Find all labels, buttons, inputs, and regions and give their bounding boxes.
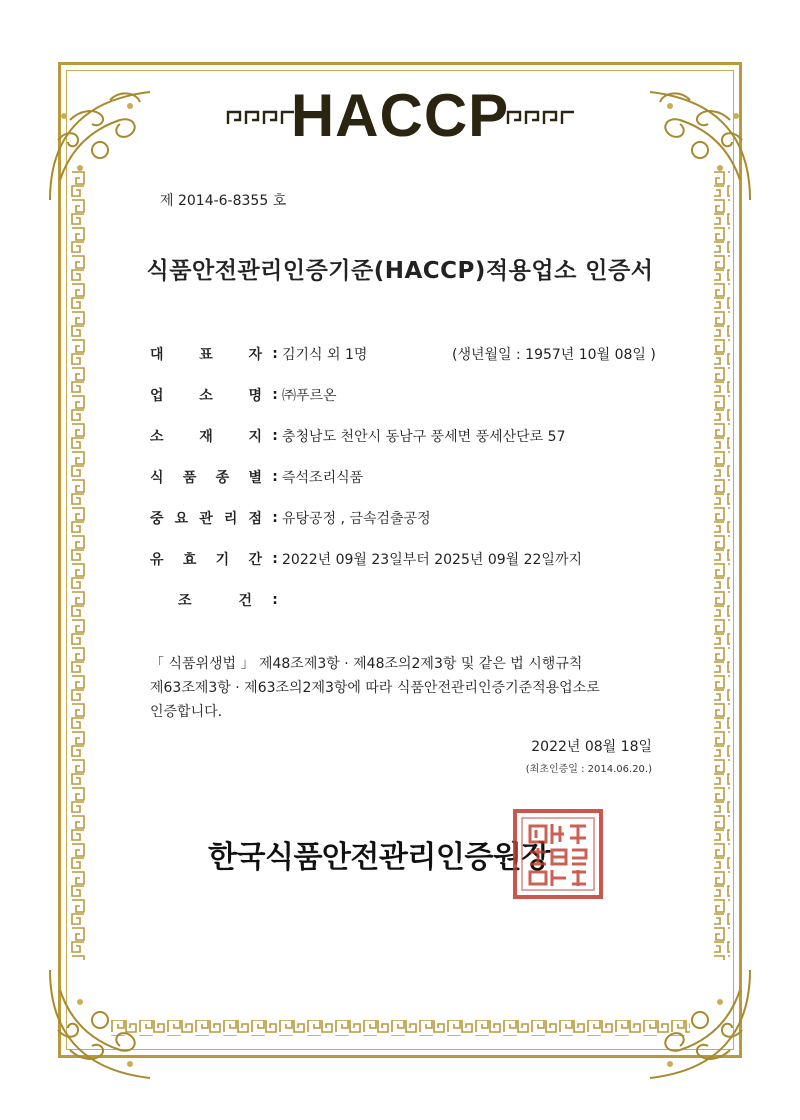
fret-ornament-icon <box>506 108 576 126</box>
field-representative <box>150 342 367 366</box>
field-address <box>150 424 566 448</box>
validity-value: 2022년 09월 23일부터 2025년 09월 22일까지 <box>282 552 583 568</box>
field-label: 소 재 지 <box>150 429 262 445</box>
haccp-logo: HACCP <box>290 82 510 149</box>
field-colon: : <box>272 428 278 444</box>
document-title: 식품안전관리인증기준(HACCP)적용업소 인증서 <box>146 258 654 284</box>
corner-ornament-icon <box>40 960 170 1090</box>
field-label: 대 표 자 <box>150 347 262 363</box>
certification-statement: 「 식품위생법 」 제48조제3항 · 제48조의2제3항 및 같은 법 시행규칙 제63조제3항 · 제63조의2제3항에 따라 식품안전관리인증기준적용업소로 인증합니다. <box>150 656 600 720</box>
field-colon: : <box>272 346 278 362</box>
birthdate: (생년월일 : 1957년 10월 08일 ) <box>452 347 656 363</box>
field-validity <box>150 547 582 571</box>
issuer-name: 한국식품안전관리인증원장 <box>208 840 550 875</box>
business-name-value: ㈜푸르온 <box>282 388 337 404</box>
food-type-value: 즉석조리식품 <box>282 470 364 486</box>
field-business-name <box>150 383 337 407</box>
representative-value: 김기식 외 1명 <box>282 347 368 363</box>
field-colon: : <box>272 592 278 608</box>
field-colon: : <box>272 387 278 403</box>
field-food-type <box>150 465 363 489</box>
issue-date: 2022년 08월 18일 <box>531 739 652 755</box>
field-conditions <box>150 588 282 612</box>
field-colon: : <box>272 551 278 567</box>
field-colon: : <box>272 510 278 526</box>
greek-key-bottom <box>110 1018 690 1038</box>
field-label: 중 요 관 리 점 <box>150 511 262 527</box>
field-colon: : <box>272 469 278 485</box>
field-label: 유 효 기 간 <box>150 552 262 568</box>
address-value: 충청남도 천안시 동남구 풍세면 풍세산단로 57 <box>282 429 566 445</box>
official-seal-icon <box>512 808 604 900</box>
ccp-value: 유탕공정 , 금속검출공정 <box>282 511 431 527</box>
field-ccp <box>150 506 431 530</box>
first-certification-date: (최초인증일 : 2014.06.20.) <box>525 764 652 775</box>
field-label: 식 품 종 별 <box>150 470 262 486</box>
certificate-number: 제 2014-6-8355 호 <box>160 193 287 209</box>
corner-ornament-icon <box>630 960 760 1090</box>
field-label: 업 소 명 <box>150 388 262 404</box>
field-label: 조 건 <box>178 593 252 609</box>
